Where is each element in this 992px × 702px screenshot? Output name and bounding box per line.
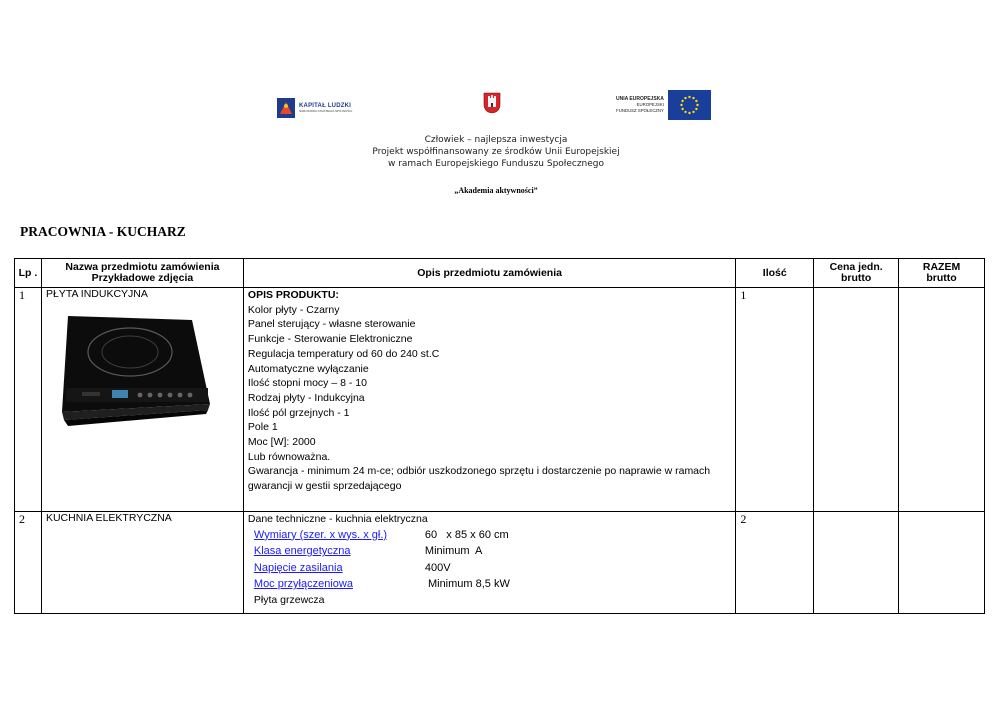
header-total-line-2: brutto (926, 272, 957, 284)
header-name-line-2: Przykładowe zdjęcia (91, 272, 194, 284)
row-1-desc-head: OPIS PRODUKTU: (247, 289, 339, 301)
spec-row (254, 576, 731, 593)
header-price-line-2: brutto (840, 272, 872, 284)
row-1-desc-line: Rodzaj płyty - Indukcyjna (247, 391, 365, 404)
eu-line-2: EUROPEJSKI (636, 102, 664, 107)
kapital-ludzki-icon (277, 98, 295, 118)
spec-row (254, 527, 731, 544)
row-1-price (814, 288, 899, 512)
eu-line-1: UNIA EUROPEJSKA (616, 96, 664, 102)
row-2-desc-cell (243, 512, 735, 614)
row-1-desc-line: Panel sterujący - własne sterowanie (247, 318, 416, 331)
kapital-ludzki-title: KAPITAŁ LUDZKI (299, 103, 352, 109)
row-2-desc-head: Dane techniczne - kuchnia elektryczna (247, 513, 428, 525)
header-line-3: w ramach Europejskiego Funduszu Społecznego (387, 159, 605, 169)
row-1-desc-line: Ilość stopni mocy – 8 - 10 (247, 377, 367, 390)
header-line-2: Projekt współfinansowany ze środków Unii Europejskiej (372, 147, 620, 157)
eu-line-3: FUNDUSZ SPOŁECZNY (616, 108, 664, 113)
header-total-line-1: RAZEM (922, 261, 961, 273)
header-line-1: Człowiek – najlepsza inwestycja (424, 135, 568, 145)
kapital-ludzki-subtitle: NARODOWA STRATEGIA SPÓJNOŚCI (299, 109, 353, 113)
row-2-price (814, 512, 899, 614)
spec-value: 60 x 85 x 60 cm (424, 528, 509, 541)
row-1-desc-line: Gwarancja - minimum 24 m-ce; odbiór uszkodzonego sprzętu i dostarczenie po naprawie w ramach (247, 465, 711, 478)
header-price-line-1: Cena jedn. (829, 261, 883, 273)
spec-label: Klasa energetyczna (253, 545, 351, 558)
spec-value: Minimum A (424, 545, 483, 558)
row-1-desc-line: gwarancji w gestii sprzedającego (247, 480, 402, 493)
row-2-qty: 2 (736, 512, 814, 614)
header-total (899, 259, 985, 288)
project-name: „Akademia aktywności” (454, 186, 538, 195)
section-title: PRACOWNIA - KUCHARZ (20, 224, 186, 239)
spec-label: Wymiary (szer. x wys. x gł.) (253, 528, 388, 541)
header-qty: Ilość (736, 259, 814, 288)
order-table (14, 258, 985, 614)
row-1-desc-line: Automatyczne wyłączanie (247, 362, 369, 375)
spec-row (254, 543, 731, 560)
row-1-desc-line: Lub równoważna. (247, 450, 331, 463)
row-1-total (899, 288, 985, 512)
row-1-desc-line: Funkcje - Sterowanie Elektroniczne (247, 333, 413, 346)
coat-of-arms-icon (483, 92, 501, 114)
spec-row (254, 560, 731, 577)
logos-bar (0, 88, 992, 124)
row-1-desc-line: Ilość pól grzejnych - 1 (247, 406, 350, 419)
row-2-extra: Płyta grzewcza (253, 593, 325, 606)
eu-flag-icon (668, 90, 711, 120)
spec-label: Moc przyłączeniowa (253, 578, 353, 591)
table-header-row (15, 259, 985, 288)
header-name-line-1: Nazwa przedmiotu zamówienia (65, 261, 220, 273)
eu-logo (616, 90, 711, 120)
induction-cooktop-image (46, 308, 216, 438)
row-2-name: KUCHNIA ELEKTRYCZNA (41, 512, 243, 614)
header-desc: Opis przedmiotu zamówienia (243, 259, 735, 288)
row-1-qty: 1 (736, 288, 814, 512)
header-name (41, 259, 243, 288)
header-price (814, 259, 899, 288)
table-row (15, 512, 985, 614)
row-1-name-cell (41, 288, 243, 512)
spec-value: 400V (424, 561, 451, 574)
spec-label: Napięcie zasilania (253, 561, 343, 574)
row-1-desc-line: Pole 1 (247, 421, 278, 434)
row-1-desc-line: Regulacja temperatury od 60 do 240 st.C (247, 347, 440, 360)
row-1-name: PŁYTA INDUKCYJNA (45, 288, 148, 300)
header-lp: Lp . (15, 259, 42, 288)
row-2-total (899, 512, 985, 614)
row-2-lp: 2 (15, 512, 42, 614)
table-row (15, 288, 985, 512)
row-1-desc-line: Kolor płyty - Czarny (247, 303, 340, 316)
row-1-lp: 1 (15, 288, 42, 512)
row-1-desc-line: Moc [W]: 2000 (247, 436, 316, 449)
spec-value: Minimum 8,5 kW (424, 578, 510, 591)
row-1-desc-cell (243, 288, 735, 512)
kapital-ludzki-logo (277, 98, 352, 118)
document-header (0, 134, 992, 170)
